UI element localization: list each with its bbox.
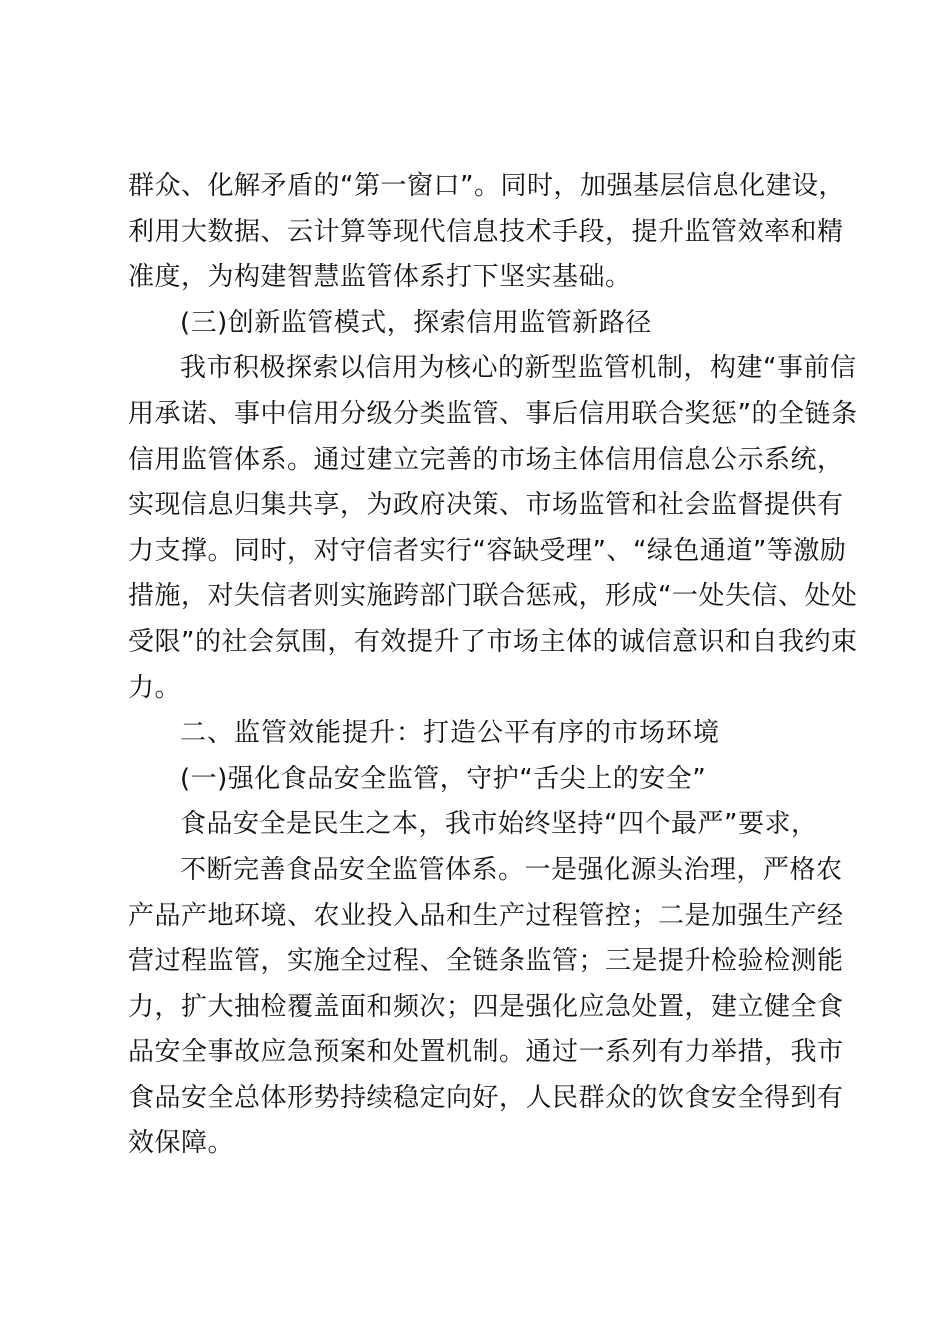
paragraph-line: 用承诺、事中信用分级分类监管、事后信用联合奖惩”的全链条 — [128, 398, 858, 429]
paragraph-line: 不断完善食品安全监管体系。一是强化源头治理，严格农 — [180, 854, 843, 885]
section-heading: 二、监管效能提升：打造公平有序的市场环境 — [180, 718, 721, 749]
paragraph-line: 实现信息归集共享，为政府决策、市场监管和社会监督提供有 — [128, 490, 844, 521]
paragraph-line: 产品产地环境、农业投入品和生产过程管控；二是加强生产经 — [128, 900, 844, 931]
paragraph-line: 力支撑。同时，对守信者实行“容缺受理”、“绿色通道”等激励 — [128, 535, 847, 566]
paragraph-line: 受限”的社会氛围，有效提升了市场主体的诚信意识和自我约束 — [128, 626, 858, 657]
paragraph-line: 信用监管体系。通过建立完善的市场主体信用信息公示系统， — [128, 444, 844, 475]
paragraph-line: 措施，对失信者则实施跨部门联合惩戒，形成“一处失信、处处 — [128, 581, 858, 612]
subsection-heading: (一)强化食品安全监管，守护“舌尖上的安全” — [180, 763, 707, 794]
paragraph-line: 力。 — [128, 672, 182, 703]
paragraph-line: 品安全事故应急预案和处置机制。通过一系列有力举措，我市 — [128, 1037, 844, 1068]
paragraph-line: 营过程监管，实施全过程、全链条监管；三是提升检验检测能 — [128, 946, 844, 977]
paragraph-line: 力，扩大抽检覆盖面和频次；四是强化应急处置，建立健全食 — [128, 991, 844, 1022]
paragraph-line: 食品安全是民生之本，我市始终坚持“四个最严”要求， — [180, 809, 818, 840]
paragraph-line: 食品安全总体形势持续稳定向好，人民群众的饮食安全得到有 — [128, 1082, 844, 1113]
document-body — [128, 164, 858, 1167]
paragraph-line: 利用大数据、云计算等现代信息技术手段，提升监管效率和精 — [128, 216, 844, 247]
paragraph-line: 我市积极探索以信用为核心的新型监管机制，构建“事前信 — [180, 353, 857, 384]
paragraph-line: 群众、化解矛盾的“第一窗口”。同时，加强基层信息化建设， — [128, 171, 845, 201]
paragraph-line: 准度，为构建智慧监管体系打下坚实基础。 — [128, 262, 632, 293]
paragraph-line: 效保障。 — [128, 1128, 235, 1159]
subsection-heading: (三)创新监管模式，探索信用监管新路径 — [180, 307, 652, 338]
